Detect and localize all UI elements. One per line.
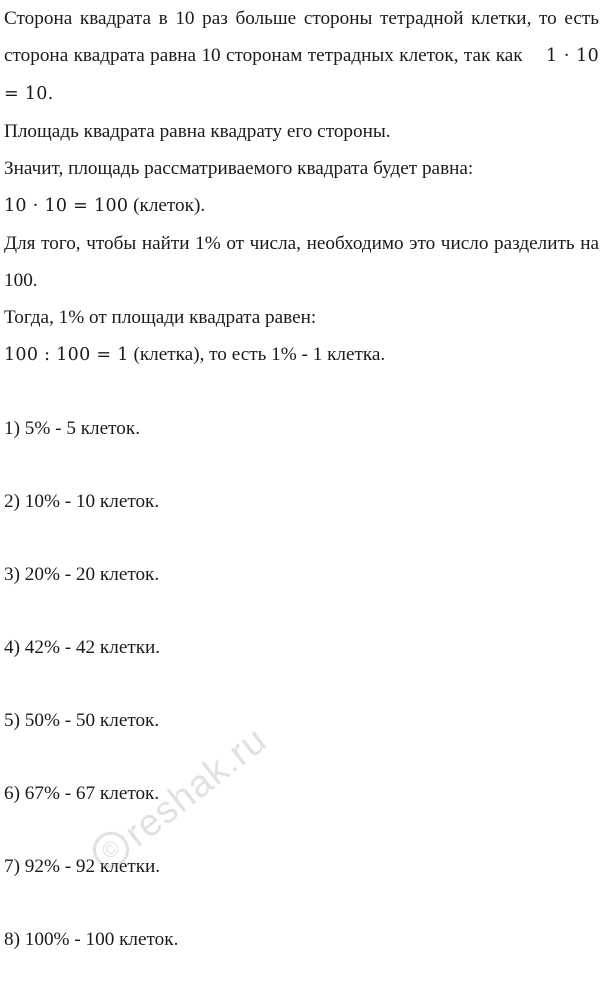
answer-item-5: 5) 50% - 50 клеток.: [4, 710, 160, 731]
paragraph-area-result: [4, 187, 599, 225]
paragraph-percent-result: [4, 336, 599, 374]
answer-item-4: 4) 42% - 42 клетки.: [4, 637, 161, 658]
answer-item-8: 8) 100% - 100 клеток.: [4, 929, 179, 950]
answer-item-6: 6) 67% - 67 клеток.: [4, 783, 160, 804]
paragraph-percent-intro: Тогда, 1% от площади квадрата равен:: [4, 307, 317, 328]
answer-list: [4, 410, 599, 994]
math-area: 10 · 10 = 100: [4, 196, 129, 216]
percent-result-text: (клетка), то есть 1% - 1 клетка.: [128, 344, 386, 365]
paragraph-side-length-text: Сторона квадрата в 10 раз больше стороны тетрадной клетки, то есть сторона квадрата равна 10 сторонам тетрадных клеток, так как: [4, 8, 599, 66]
answer-item-3: 3) 20% - 20 клеток.: [4, 564, 160, 585]
answer-item-7: 7) 92% - 92 клетки.: [4, 856, 161, 877]
answer-item-1: 1) 5% - 5 клеток.: [4, 418, 140, 439]
area-unit-text: (клеток).: [128, 195, 206, 216]
paragraph-side-length: [4, 0, 599, 113]
answer-item-2: 2) 10% - 10 клеток.: [4, 491, 160, 512]
copyright-icon: ©: [86, 825, 137, 876]
watermark-text: reshak.ru: [117, 718, 276, 856]
document-body: [4, 0, 599, 994]
math-side-length: 1 · 10 = 10.: [4, 46, 600, 104]
paragraph-area-rule: Площадь квадрата равна квадрату его стороны.: [4, 121, 391, 142]
paragraph-percent-rule: Для того, чтобы найти 1% от числа, необходимо это число разделить на 100.: [4, 233, 599, 291]
math-percent: 100 : 100 = 1: [4, 345, 129, 365]
paragraph-area-intro: Значит, площадь рассматриваемого квадрата будет равна:: [4, 158, 474, 179]
